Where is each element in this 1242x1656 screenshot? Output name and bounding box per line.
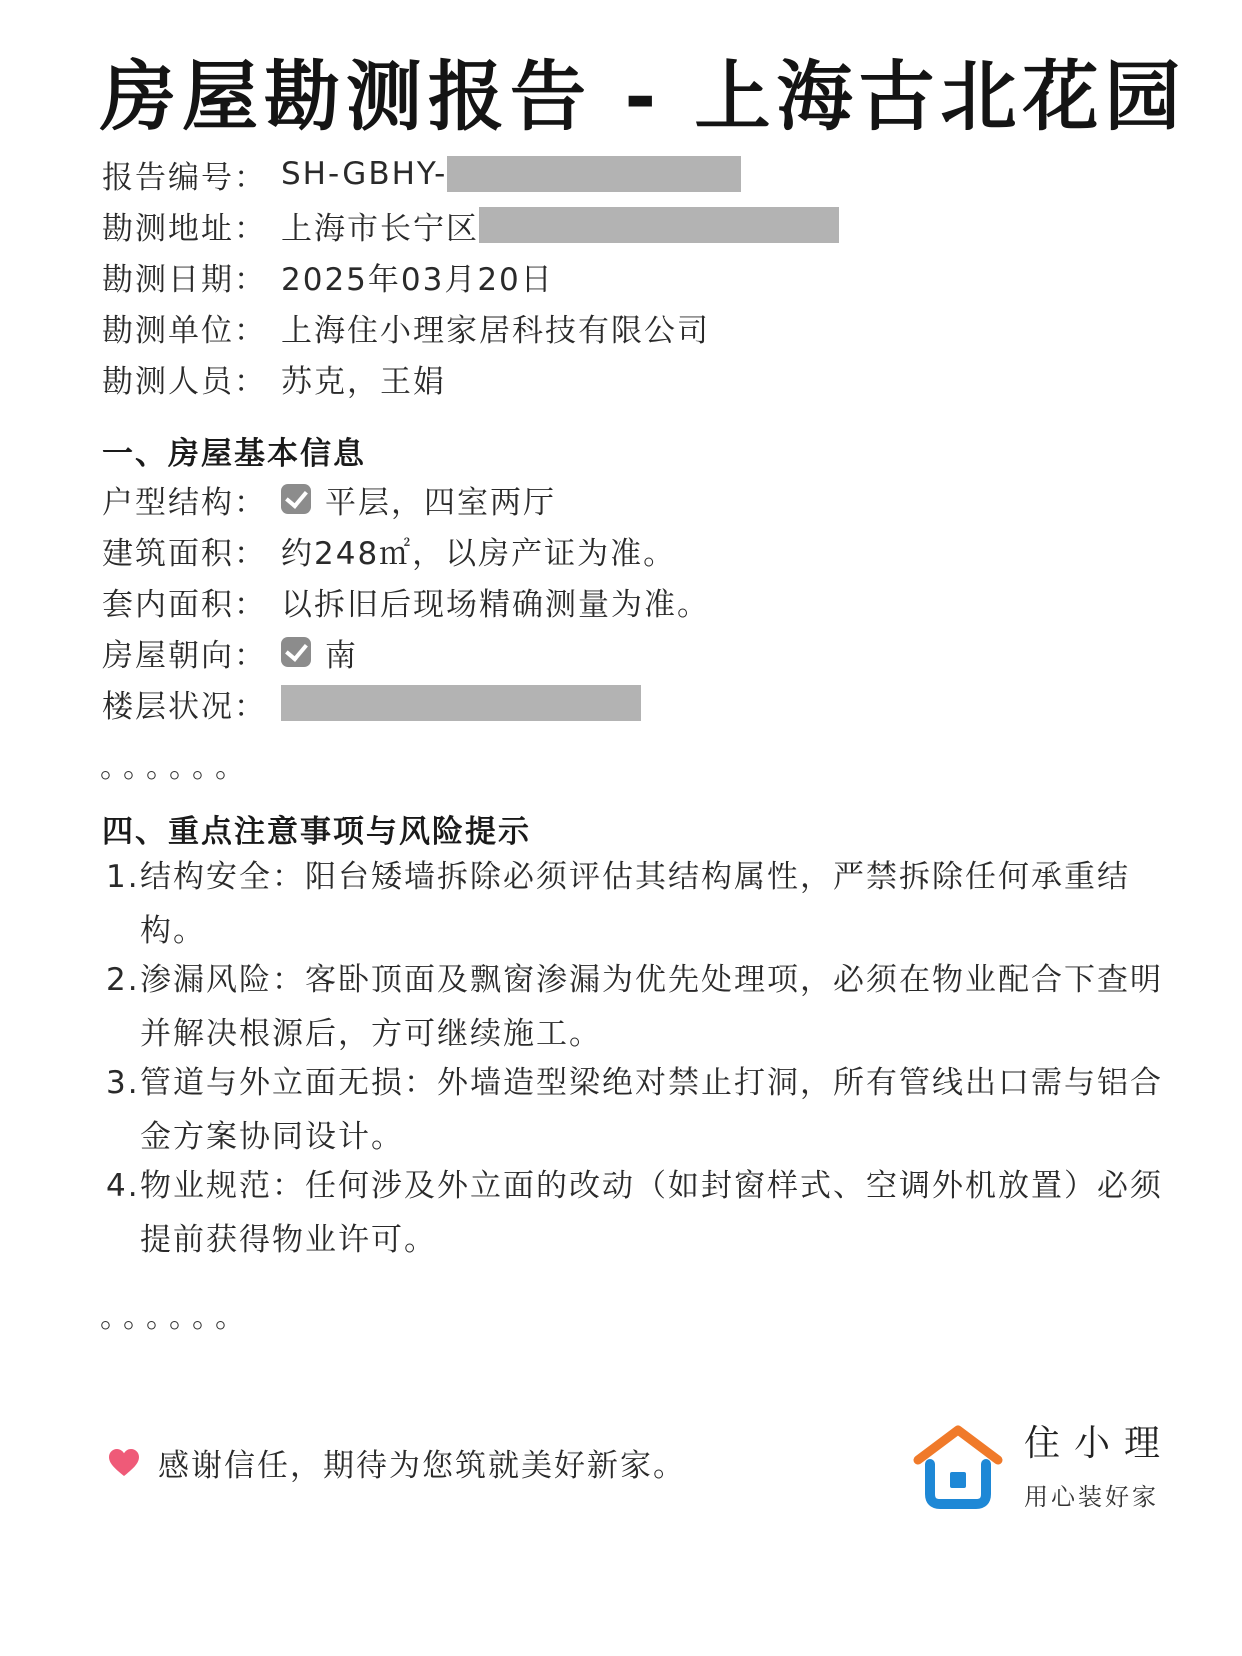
report-number-value — [281, 156, 741, 192]
inner-area-row — [102, 579, 710, 623]
date-row — [102, 254, 554, 298]
area-value: 约248㎡，以房产证为准。 — [281, 535, 677, 572]
risk-item-text: 渗漏风险：客卧顶面及飘窗渗漏为优先处理项，必须在物业配合下查明并解决根源后，方可继续施工。 — [140, 962, 1163, 1052]
orientation-label: 房屋朝向： — [102, 637, 267, 674]
address-label: 勘测地址： — [102, 210, 267, 247]
closing-text: 感谢信任，期待为您筑就美好新家。 — [158, 1448, 686, 1484]
floor-label: 楼层状况： — [102, 688, 267, 725]
unit-label: 勘测单位： — [102, 312, 267, 349]
risk-item-4 — [106, 1159, 1166, 1267]
brand-name: 住小理 — [1024, 1422, 1175, 1464]
risk-item-number: 1. — [106, 859, 140, 895]
report-number-prefix: SH-GBHY- — [281, 156, 448, 192]
heart-icon — [108, 1448, 140, 1478]
risk-item-2 — [106, 953, 1166, 1061]
report-number-label: 报告编号： — [102, 159, 267, 196]
staff-row — [102, 356, 446, 400]
checkbox-checked-icon — [281, 637, 311, 667]
address-prefix: 上海市长宁区 — [281, 210, 479, 247]
risk-item-text: 物业规范：任何涉及外立面的改动（如封窗样式、空调外机放置）必须提前获得物业许可。 — [140, 1168, 1163, 1258]
layout-row — [102, 477, 556, 521]
brand-slogan: 用心装好家 — [1024, 1482, 1159, 1511]
risk-item-3 — [106, 1056, 1166, 1164]
report-number-row — [102, 152, 741, 196]
layout-text: 平层，四室两厅 — [325, 484, 556, 521]
brand-text — [1024, 1421, 1174, 1512]
redaction-bar — [447, 156, 741, 192]
report-title: 房屋勘测报告 - 上海古北花园 — [100, 52, 1187, 141]
house-logo-icon — [912, 1420, 1004, 1512]
unit-row — [102, 305, 710, 349]
address-value — [281, 203, 839, 248]
risk-item-1 — [106, 850, 1166, 958]
layout-value — [281, 477, 556, 522]
address-row — [102, 203, 839, 247]
orientation-value — [281, 630, 358, 675]
ellipsis-top: 。。。。。。 — [100, 750, 253, 785]
unit-value: 上海住小理家居科技有限公司 — [281, 312, 710, 349]
staff-label: 勘测人员： — [102, 363, 267, 400]
area-label: 建筑面积： — [102, 535, 267, 572]
section4-heading: 四、重点注意事项与风险提示 — [102, 814, 531, 850]
checkbox-checked-icon — [281, 484, 311, 514]
inner-area-value: 以拆旧后现场精确测量为准。 — [281, 586, 710, 623]
closing-line — [108, 1440, 686, 1485]
section1-heading: 一、房屋基本信息 — [102, 436, 366, 472]
brand-logo — [912, 1420, 1174, 1512]
risk-item-text: 结构安全：阳台矮墙拆除必须评估其结构属性，严禁拆除任何承重结构。 — [140, 859, 1130, 949]
floor-row — [102, 681, 641, 725]
ellipsis-bottom: 。。。。。。 — [100, 1300, 253, 1335]
date-label: 勘测日期： — [102, 261, 267, 298]
redaction-bar — [281, 685, 641, 721]
risk-item-number: 3. — [106, 1065, 140, 1101]
area-row — [102, 528, 676, 572]
redaction-bar — [479, 207, 839, 243]
floor-value — [281, 685, 641, 721]
inner-area-label: 套内面积： — [102, 586, 267, 623]
orientation-row — [102, 630, 358, 674]
orientation-text: 南 — [325, 637, 358, 674]
date-value: 2025年03月20日 — [281, 261, 554, 298]
risk-item-text: 管道与外立面无损：外墙造型梁绝对禁止打洞，所有管线出口需与铝合金方案协同设计。 — [140, 1065, 1163, 1155]
risk-item-number: 4. — [106, 1168, 140, 1204]
risk-item-number: 2. — [106, 962, 140, 998]
layout-label: 户型结构： — [102, 484, 267, 521]
staff-value: 苏克，王娟 — [281, 363, 446, 400]
